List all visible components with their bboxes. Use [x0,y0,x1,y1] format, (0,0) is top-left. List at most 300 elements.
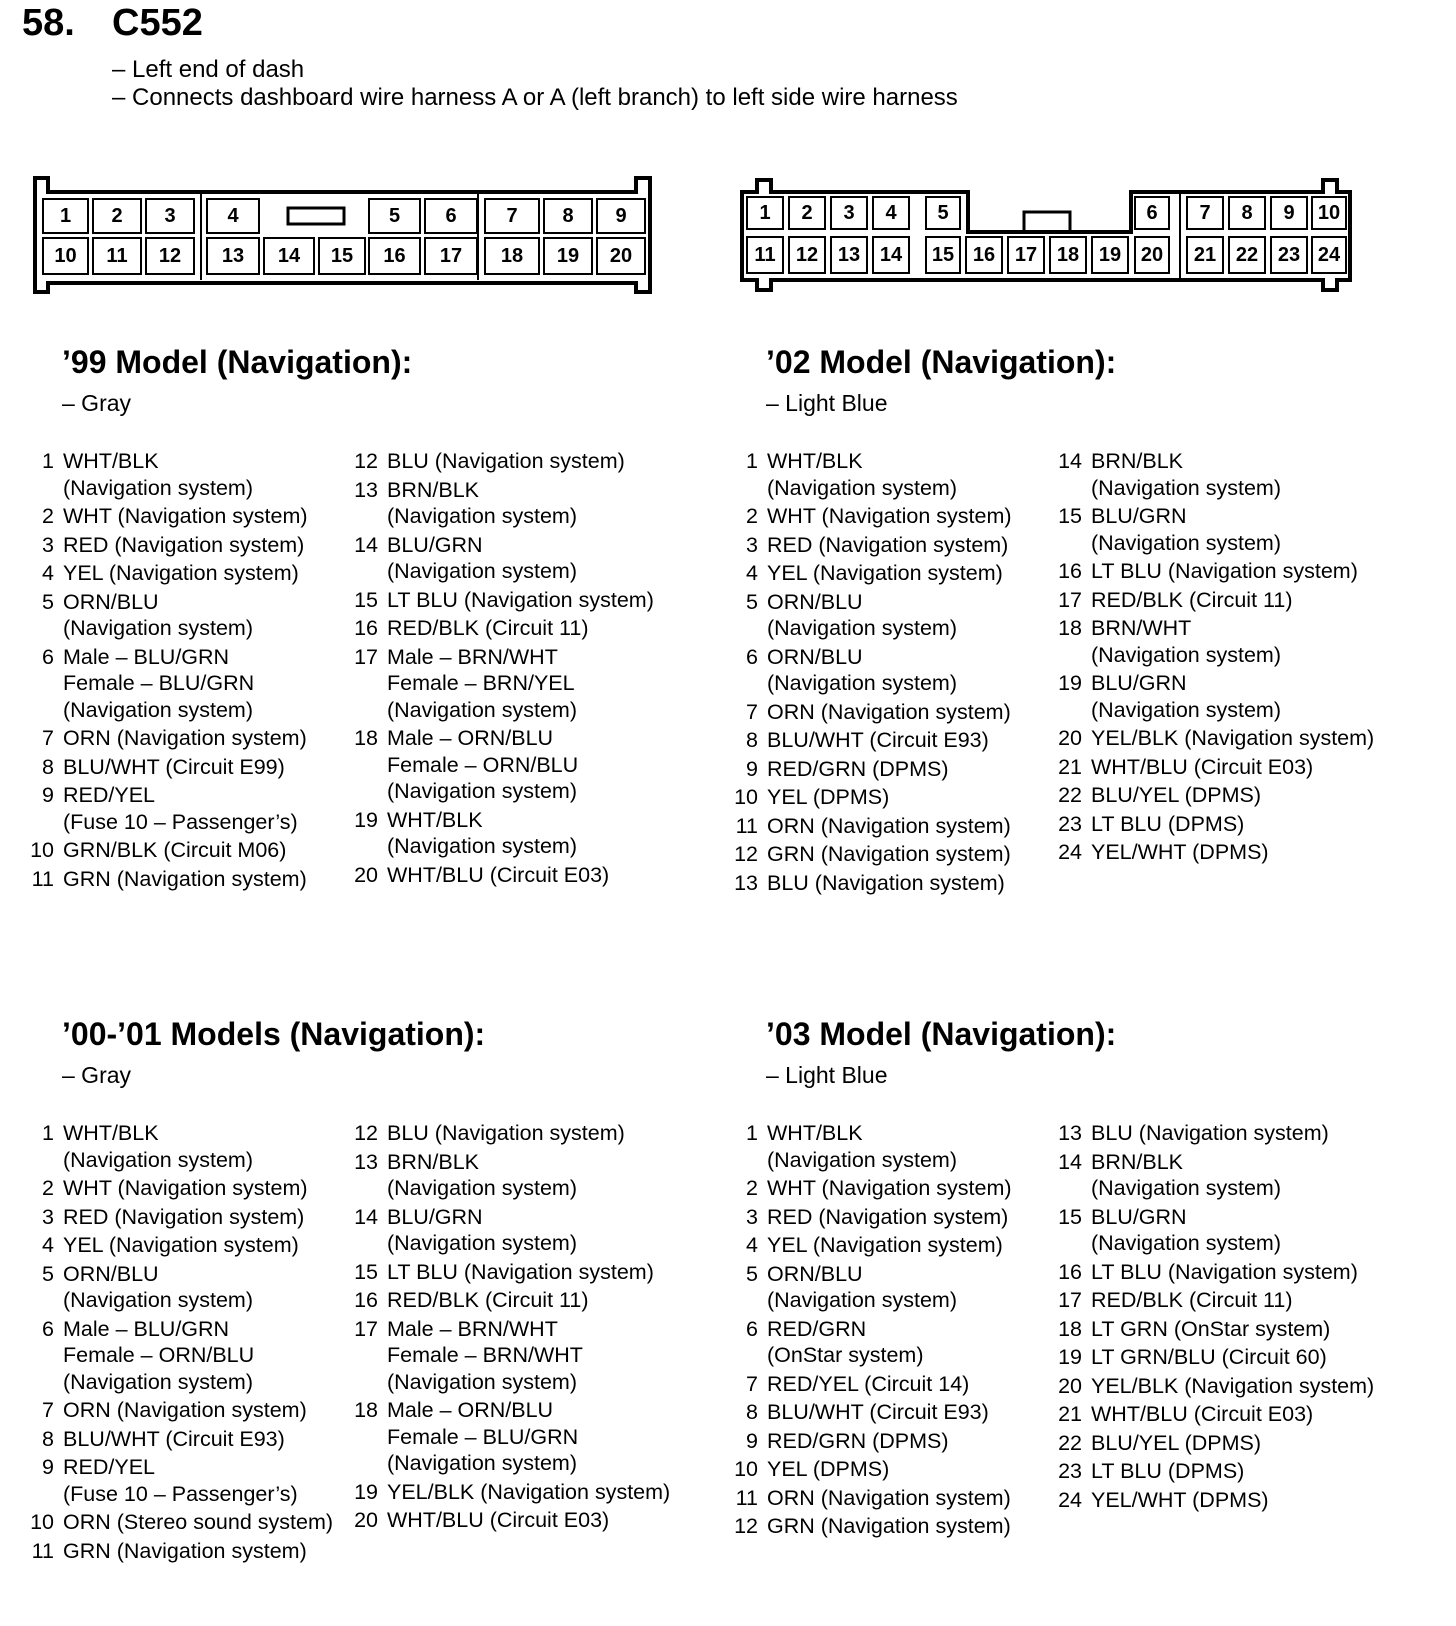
pin-description-line: ORN (Navigation system) [767,813,1011,838]
pin-description-line: BLU/YEL (DPMS) [1091,783,1262,807]
pin-description-line: Male – BLU/GRN [63,1316,230,1341]
pin-description-line: BLU/GRN [387,1204,483,1229]
pin-description [63,754,285,781]
connector-a-pin-cell: 20 [596,237,646,275]
connector-a-pin-cell: 1 [42,198,89,234]
pin-entry [346,725,654,805]
pin-description [767,1485,1011,1512]
pin-number: 14 [1058,449,1082,473]
pin-description-line: (Fuse 10 – Passenger’s) [63,1481,298,1506]
pin-description-line: (Navigation system) [387,504,577,528]
pin-description [387,1120,625,1147]
pin-number: 19 [354,1479,378,1504]
model-00-01-color: – Gray [62,1062,132,1088]
pin-description-line: BLU (Navigation system) [767,870,1005,895]
pin-description-line: BLU/WHT (Circuit E99) [63,754,285,779]
model-00-01-title: ’00-’01 Models (Navigation): [62,1016,486,1052]
pin-entry [30,1204,333,1231]
pin-description [387,1149,577,1202]
pin-description [387,1507,609,1534]
connector-a-pin-cell: 6 [424,198,478,234]
pin-entry [346,1316,670,1396]
model-02-title: ’02 Model (Navigation): [766,344,1117,380]
pin-description [1091,1120,1329,1147]
pin-description [767,560,1003,587]
pin-description-line: LT BLU (DPMS) [1091,811,1245,836]
pin-description-line: GRN (Navigation system) [767,1514,1011,1538]
pin-description-line: Female – BLU/GRN [63,671,255,695]
pin-entry [30,1538,333,1565]
pin-description-line: RED (Navigation system) [767,532,1009,557]
pin-description-line: (Navigation system) [63,475,253,500]
pin-entry [1050,1344,1374,1371]
pin-description [1091,1259,1358,1286]
connector-b-pin-cell: 2 [788,196,826,230]
pin-description [767,1428,949,1455]
pin-description-line: RED/YEL (Circuit 14) [767,1371,970,1396]
pin-description-line: ORN/BLU [767,1261,863,1286]
connector-a-pin-cell: 16 [368,237,421,275]
pin-entry [1050,725,1374,752]
pin-description [63,1426,285,1453]
pin-number: 12 [354,1121,378,1145]
pin-description [387,862,609,889]
connector-a-pin-cell: 11 [92,237,142,275]
pin-entry [30,725,308,752]
pin-number: 15 [1058,504,1082,528]
model-03-pin-list-left [734,1120,1012,1542]
pin-description [767,1204,1008,1231]
pin-description [1091,448,1281,501]
pin-entry [734,1456,1012,1483]
pin-description-line: (Navigation system) [767,671,957,695]
pin-description [1091,503,1281,556]
pin-entry [30,782,308,835]
pin-number: 4 [42,561,54,585]
pin-entry [734,1175,1012,1202]
pin-description [767,644,957,697]
connector-b-pin-cell: 1 [746,196,784,230]
pin-description-line: RED/GRN [767,1316,867,1341]
pin-description-line: WHT (Navigation system) [63,1176,308,1200]
pin-description [767,870,1005,897]
connector-b-pin-cell: 17 [1007,236,1045,274]
pin-entry [734,589,1012,642]
pin-description-line: (Navigation system) [1091,642,1281,667]
pin-description-line: ORN/BLU [767,589,863,614]
connector-a-pin-cell: 17 [424,237,478,275]
pin-description [1091,1287,1293,1314]
pin-description [63,1120,253,1173]
pin-description-line: BRN/BLK [387,1149,480,1174]
pin-description [387,477,577,530]
pin-description [1091,1401,1313,1428]
pin-description-line: YEL (Navigation system) [767,561,1003,585]
pin-description-line: RED (Navigation system) [63,532,305,557]
pin-description [387,587,654,614]
model-02-pin-list-left [734,448,1012,898]
connector-a-pin-cell: 13 [206,237,260,275]
pin-description [63,532,304,559]
pin-number: 20 [1058,726,1082,750]
pin-entry [346,615,654,642]
pin-entry [30,866,308,893]
pin-entry [30,644,308,724]
pin-entry [734,1513,1012,1540]
pin-description [767,841,1011,868]
pin-number: 15 [354,1259,378,1284]
pin-description [767,503,1012,530]
pin-entry [734,870,1012,897]
pin-number: 2 [42,504,54,528]
pin-description-line: WHT (Navigation system) [63,504,308,528]
pin-description-line: (Navigation system) [63,1288,253,1312]
pin-number: 22 [1058,783,1082,807]
connector-b-pin-cell: 5 [925,196,961,230]
pin-number: 17 [354,1316,378,1341]
pin-description-line: (Fuse 10 – Passenger’s) [63,809,298,834]
pin-entry [734,1399,1012,1426]
pin-description [767,1371,969,1398]
connector-b-pin-cell: 14 [872,236,910,274]
pin-number: 13 [354,477,378,502]
pin-description-line: BLU/GRN [1091,1204,1187,1229]
pin-entry [1050,615,1374,668]
pin-description [767,699,1011,726]
pin-description-line: RED/GRN (DPMS) [767,756,949,781]
pin-description-line: WHT/BLU (Circuit E03) [387,1508,610,1532]
connector-b-pin-cell: 13 [830,236,868,274]
pin-entry [734,813,1012,840]
pin-description-line: LT GRN (OnStar system) [1091,1316,1331,1341]
pin-entry [30,1316,333,1396]
pin-description-line: LT BLU (DPMS) [1091,1459,1245,1483]
pin-number: 14 [354,1204,378,1229]
pin-description [387,1397,578,1477]
pin-number: 9 [746,1428,758,1453]
model-99-title: ’99 Model (Navigation): [62,344,413,380]
connector-b-pin-cell: 8 [1228,196,1266,230]
pin-description-line: Male – ORN/BLU [387,726,554,750]
pin-number: 9 [42,783,54,807]
pin-description-line: YEL (Navigation system) [767,1233,1003,1257]
pin-description-line: (Navigation system) [387,559,577,583]
pin-description [387,1259,654,1286]
connector-a-pin-cell: 9 [596,198,646,234]
pin-entry [346,1204,670,1257]
pin-description-line: (Navigation system) [63,1369,253,1394]
pin-description [767,532,1008,559]
pin-description [1091,615,1281,668]
pin-number: 12 [354,449,378,473]
pin-entry [346,1120,670,1147]
pin-description-line: (Navigation system) [387,1369,577,1394]
pin-entry [30,1397,333,1424]
pin-number: 4 [746,1233,758,1257]
pin-number: 4 [42,1233,54,1257]
pin-description-line: (Navigation system) [387,1451,577,1475]
pin-description [63,1316,254,1396]
pin-description-line: (Navigation system) [1091,475,1281,500]
pin-description [387,1316,583,1396]
pin-entry [1050,503,1374,556]
pin-description-line: Male – BLU/GRN [63,644,230,669]
pin-entry [346,587,654,614]
pin-entry [1050,1287,1374,1314]
pin-number: 18 [1058,1316,1082,1341]
connector-a-pin-cell: 18 [484,237,540,275]
pin-description-line: (Navigation system) [387,779,577,803]
pin-description-line: RED (Navigation system) [767,1204,1009,1229]
pin-entry [346,1287,670,1314]
pin-description [387,532,577,585]
pin-number: 2 [746,1176,758,1200]
pin-description [1091,670,1281,723]
pin-description [767,1175,1012,1202]
pin-entry [30,1175,333,1202]
pin-description-line: (Navigation system) [1091,1231,1281,1255]
pin-description [767,813,1011,840]
location-note: – Left end of dash [112,56,305,83]
pin-entry [1050,811,1374,838]
pin-description-line: ORN (Navigation system) [767,1485,1011,1510]
pin-entry [734,448,1012,501]
connector-b-pin-cell: 18 [1049,236,1087,274]
connector-a-pin-cell: 3 [145,198,195,234]
pin-description-line: GRN (Navigation system) [63,866,307,891]
pin-number: 8 [42,754,54,779]
pin-entry [734,644,1012,697]
pin-number: 1 [42,1121,54,1145]
pin-number: 22 [1058,1430,1082,1455]
pin-entry [30,1426,333,1453]
pin-description [63,782,298,835]
pin-description-line: (Navigation system) [1091,1176,1281,1200]
pin-entry [734,1485,1012,1512]
pin-description [63,1261,253,1314]
pin-entry [346,644,654,724]
pin-number: 16 [1058,1259,1082,1284]
pin-entry [1050,1204,1374,1257]
pin-entry [346,532,654,585]
pin-description-line: BLU/GRN [1091,504,1187,528]
pin-number: 6 [42,644,54,669]
pin-entry [30,1261,333,1314]
pin-entry [734,756,1012,783]
pin-entry [30,1120,333,1173]
pin-description-line: YEL (Navigation system) [63,1233,299,1257]
pin-description-line: BRN/BLK [387,477,480,502]
pin-description-line: RED/GRN (DPMS) [767,1428,949,1453]
pin-number: 23 [1058,1459,1082,1483]
pin-description-line: Male – BRN/WHT [387,644,558,669]
pin-number: 24 [1058,1487,1082,1512]
pin-description-line: Male – BRN/WHT [387,1316,558,1341]
pin-description [1091,1458,1244,1485]
pin-description-line: GRN/BLK (Circuit M06) [63,838,287,862]
pin-description [63,1538,307,1565]
pin-entry [734,503,1012,530]
pin-description-line: BLU (Navigation system) [1091,1121,1329,1145]
connector-b-pin-cell: 24 [1311,236,1347,274]
pin-description [63,503,308,530]
pin-description-line: YEL/BLK (Navigation system) [387,1479,671,1504]
pin-description-line: RED/BLK (Circuit 11) [1091,587,1293,612]
pin-description-line: Female – ORN/BLU [387,752,579,777]
pin-description-line: ORN/BLU [767,644,863,669]
pin-description-line: BLU/GRN [387,532,483,557]
pin-number: 13 [1058,1121,1082,1145]
pin-description [1091,1149,1281,1202]
pin-number: 20 [1058,1373,1082,1398]
pin-description-line: YEL (DPMS) [767,785,890,809]
pin-entry [30,1509,333,1536]
pin-entry [30,560,308,587]
pin-description [767,1232,1003,1259]
pin-description [1091,1344,1327,1371]
pin-description [387,1287,589,1314]
pin-description [1091,754,1313,781]
pin-description-line: Female – ORN/BLU [63,1343,255,1367]
pin-description-line: WHT/BLK [767,449,863,473]
pin-entry [30,754,308,781]
pin-number: 4 [746,561,758,585]
pin-description-line: (Navigation system) [387,697,577,722]
pin-description-line: (Navigation system) [767,475,957,500]
pin-number: 20 [354,1508,378,1532]
pin-description-line: WHT (Navigation system) [767,1176,1012,1200]
pin-entry [1050,587,1374,614]
pin-description [767,1513,1011,1540]
pin-number: 10 [734,1457,758,1481]
connector-b-pin-cell: 9 [1270,196,1308,230]
connector-a-pin-cell: 14 [263,237,315,275]
pin-entry [1050,448,1374,501]
pin-entry [30,503,308,530]
pin-entry [734,560,1012,587]
pin-description-line: BLU/WHT (Circuit E93) [63,1426,285,1451]
pin-description-line: YEL/WHT (DPMS) [1091,840,1269,864]
pin-description [767,1316,924,1369]
pin-entry [1050,670,1374,723]
pin-entry [30,837,308,864]
pin-description-line: YEL/BLK (Navigation system) [1091,726,1375,750]
pin-number: 14 [1058,1149,1082,1174]
pin-entry [346,807,654,860]
pin-description-line: LT BLU (Navigation system) [1091,1259,1358,1284]
pin-number: 21 [1058,754,1082,779]
pin-number: 19 [1058,1345,1082,1369]
pin-number: 21 [1058,1402,1082,1426]
pin-entry [734,1204,1012,1231]
pin-description-line: ORN (Navigation system) [767,699,1011,724]
model-03-color: – Light Blue [766,1062,888,1088]
pin-entry [346,1479,670,1506]
connector-b-pin-cell: 23 [1270,236,1308,274]
pin-entry [30,589,308,642]
pin-description-line: ORN (Stereo sound system) [63,1510,334,1534]
pin-description-line: YEL (DPMS) [767,1457,890,1481]
pin-entry [1050,1401,1374,1428]
pin-number: 23 [1058,811,1082,836]
pin-number: 6 [746,1316,758,1341]
pin-description [1091,1373,1374,1400]
pin-description [63,589,253,642]
pin-entry [734,1371,1012,1398]
pin-number: 13 [734,870,758,895]
pin-description-line: (Navigation system) [767,1288,957,1312]
pin-description-line: LT GRN/BLU (Circuit 60) [1091,1345,1327,1369]
pin-description [767,1456,889,1483]
pin-description-line: LT BLU (Navigation system) [1091,559,1358,583]
pin-description-line: BLU/YEL (DPMS) [1091,1430,1262,1455]
pin-entry [346,1507,670,1534]
pin-entry [1050,558,1374,585]
pin-number: 24 [1058,840,1082,864]
pin-number: 16 [1058,559,1082,583]
pin-description [387,615,589,642]
pin-entry [1050,1149,1374,1202]
pin-number: 2 [746,504,758,528]
pin-description-line: WHT/BLK [767,1121,863,1145]
pin-description-line: BLU/WHT (Circuit E93) [767,728,989,752]
pin-description [63,1204,304,1231]
connector-id: C552 [112,2,203,44]
model-02-pin-list-right [1050,448,1374,868]
model-00-01-pin-list-right [346,1120,670,1536]
pin-entry [734,841,1012,868]
model-00-01-pin-list-left [30,1120,333,1566]
connector-b-pin-cell: 19 [1091,236,1129,274]
pin-description-line: GRN (Navigation system) [767,842,1011,866]
pin-description-line: RED/YEL [63,1455,156,1479]
pin-description-line: Female – BRN/YEL [387,671,575,695]
pin-number: 11 [735,1485,758,1510]
connector-a-pin-cell: 4 [206,198,260,234]
pin-entry [734,784,1012,811]
pin-entry [734,532,1012,559]
connector-b-pin-cell: 12 [788,236,826,274]
pin-description [767,448,957,501]
pin-description [387,1479,670,1506]
connector-b-pin-cell: 16 [965,236,1003,274]
pin-number: 18 [1058,616,1082,640]
pin-number: 15 [1058,1204,1082,1229]
pin-description-line: WHT/BLU (Circuit E03) [1091,1402,1314,1426]
pin-number: 3 [42,532,54,557]
pin-entry [1050,839,1374,866]
pin-description [63,1175,308,1202]
connector-a-pin-cell: 12 [145,237,195,275]
pin-description-line: WHT (Navigation system) [767,504,1012,528]
pin-number: 8 [42,1426,54,1451]
pin-description-line: YEL/WHT (DPMS) [1091,1487,1269,1512]
pin-entry [734,1232,1012,1259]
connector-b-pin-cell: 20 [1134,236,1170,274]
pin-number: 1 [746,1121,758,1145]
pin-description-line: (Navigation system) [767,616,957,640]
pin-description [767,1399,989,1426]
pin-description-line: (Navigation system) [1091,697,1281,722]
pin-description [767,784,889,811]
pin-number: 19 [354,807,378,832]
pin-description-line: (OnStar system) [767,1343,924,1367]
pin-entry [30,448,308,501]
pin-entry [30,532,308,559]
model-02-color: – Light Blue [766,390,888,416]
pin-number: 6 [746,644,758,669]
pin-description-line: ORN (Navigation system) [63,1398,307,1422]
